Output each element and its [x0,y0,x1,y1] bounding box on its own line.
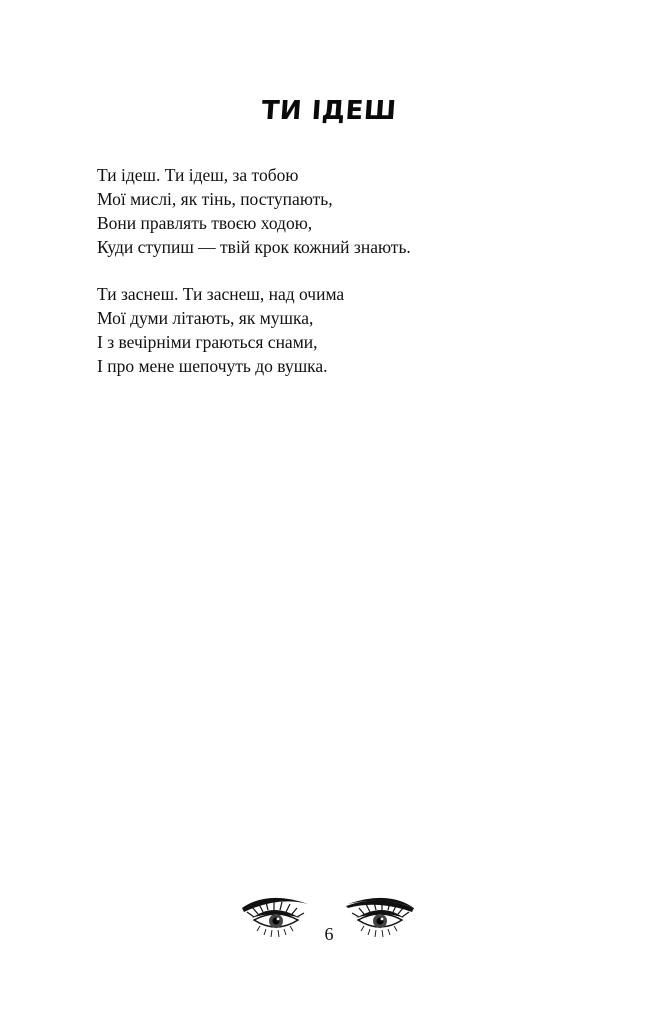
stanza [97,163,557,259]
poem-line: Куди ступиш — твій крок кожний знають. [97,237,411,257]
poem-line: І з вечірніми граються снами, [97,332,318,352]
poem-line: Мої мислі, як тінь, поступають, [97,189,333,209]
poem-line: Мої думи літають, як мушка, [97,308,314,328]
poem-line: Ти заснеш. Ти заснеш, над очима [97,284,345,304]
poem-body [97,163,557,401]
poem-title: ТИ ІДЕШ [260,96,398,126]
poem-line: Вони правлять твоєю ходою, [97,213,313,233]
page-number: 6 [324,924,334,944]
poem-line: І про мене шепочуть до вушка. [97,356,328,376]
stanza [97,282,557,378]
left-eye-icon [242,898,308,937]
poem-line: Ти ідеш. Ти ідеш, за тобою [97,165,299,185]
right-eye-icon [346,898,414,937]
page-footer [238,888,418,950]
